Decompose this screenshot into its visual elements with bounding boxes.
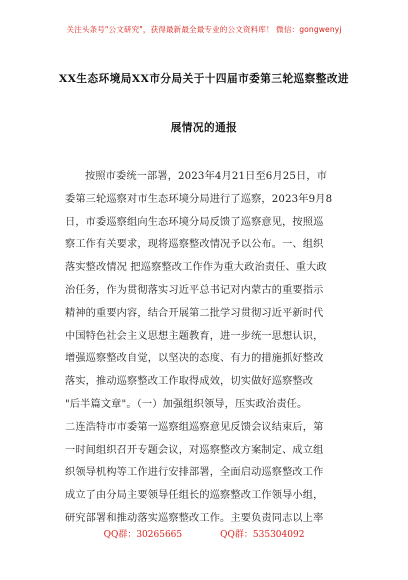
body-line: "后半篇文章"。（一）加强组织领导，压实政治责任。 — [65, 398, 308, 410]
footer-qq-group-1: QQ群：30265665 — [103, 530, 183, 540]
body-line: 一时间组织召开专题会议，对巡察整改方案制定、成立组 — [65, 444, 324, 456]
header-banner: 关注头条号"公文研究"，获得最新最全最专业的公文资料库！ 微信：gongwenyj — [66, 25, 342, 34]
body-line: 增强巡察整改自觉，以坚决的态度、有力的措施抓好整改 — [65, 353, 324, 365]
body-line: 精神的重要内容，结合开展第二批学习贯彻习近平新时代 — [65, 307, 324, 319]
body-line: 中国特色社会主义思想主题教育，进一步统一思想认识， — [65, 330, 324, 342]
body-line: 落实，推动巡察整改工作取得成效，切实做好巡察整改 — [65, 376, 314, 388]
footer-contact — [0, 527, 408, 540]
footer-qq-group-2: QQ群：535304092 — [220, 530, 305, 540]
body-line: 察工作有关要求，现将巡察整改情况予以公布。一、组织 — [65, 239, 324, 251]
document-body — [65, 166, 357, 531]
body-line: 织领导机构等工作进行安排部署，全面启动巡察整改工作 — [65, 467, 324, 479]
body-line: 按照市委统一部署，2023年4月21日至6月25日，市 — [85, 171, 328, 182]
body-line: 研究部署和推动落实巡察整改工作。主要负责同志以上率 — [65, 512, 324, 524]
body-line: 日，市委巡察组向生态环境分局反馈了巡察意见，按照巡 — [65, 216, 324, 228]
body-line: 二连浩特市市委第一巡察组巡察意见反馈会议结束后，第 — [65, 421, 324, 433]
document-title-line-1: XX生态环境局XX市分局关于十四届市委第三轮巡察整改进 — [58, 73, 350, 85]
document-title-line-2: 展情况的通报 — [170, 122, 238, 134]
body-line: 委第三轮巡察对市生态环境分局进行了巡察，2023年9月8 — [65, 193, 333, 205]
body-line: 成立了由分局主要领导任组长的巡察整改工作领导小组， — [65, 490, 324, 502]
body-line: 治任务，作为贯彻落实习近平总书记对内蒙古的重要指示 — [65, 284, 324, 296]
body-line: 落实整改情况 把巡察整改工作作为重大政治责任、重大政 — [65, 262, 327, 274]
